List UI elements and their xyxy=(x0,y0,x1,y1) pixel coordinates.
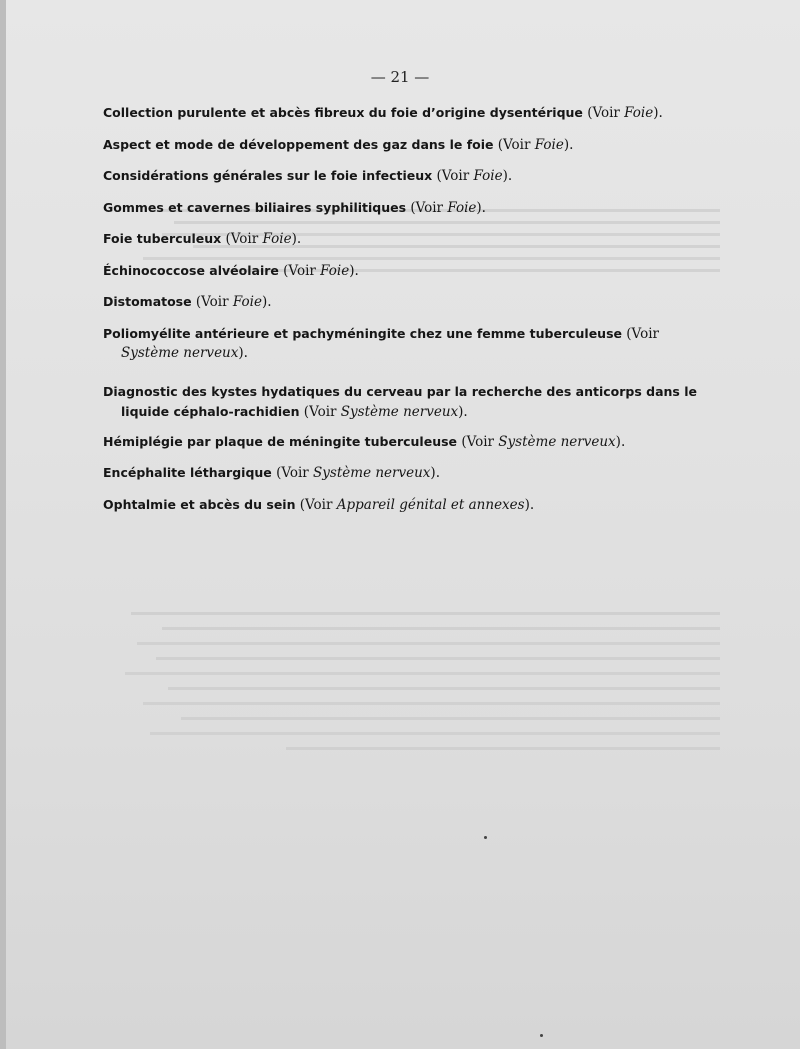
entry-ref-section: Foie xyxy=(447,199,477,216)
entry xyxy=(103,432,703,452)
entry-ref-open: (Voir xyxy=(432,168,474,184)
entry-ref-close: ). xyxy=(291,231,302,247)
entry-ref-section: Foie xyxy=(262,231,292,247)
entry-ref-open: (Voir xyxy=(271,465,314,481)
entry-ref-open: (Voir xyxy=(295,496,337,513)
entry xyxy=(103,292,703,312)
entry-title: Diagnostic des kystes hydatiques du cerveau par la recherche des anticorps dans le liquide céphalo-rachidien xyxy=(103,383,697,419)
entry-ref-open: (Voir xyxy=(493,136,535,153)
entry-ref-section: Foie xyxy=(534,136,564,153)
entry-ref-close: ). xyxy=(563,136,574,153)
entry-ref-close: ). xyxy=(653,105,663,121)
entry-ref-section: Foie xyxy=(624,105,654,121)
entry-ref-section: Foie xyxy=(473,168,503,184)
entry-title: Échinococcose alvéolaire xyxy=(103,262,279,278)
entry-ref-open: (Voir xyxy=(278,262,321,279)
entry-title: Poliomyélite antérieure et pachyméningite chez une femme tuberculeuse xyxy=(103,325,622,341)
entry-ref-section: Foie xyxy=(232,294,262,310)
entry xyxy=(103,324,703,363)
entry-title: Collection purulente et abcès fibreux du foie d’origine dysentérique xyxy=(103,105,583,120)
entry-title: Ophtalmie et abcès du sein xyxy=(103,496,296,512)
entry-list xyxy=(103,103,703,526)
entry xyxy=(103,103,703,123)
entry-title: Hémiplégie par plaque de méningite tuberculeuse xyxy=(103,433,458,449)
entry-ref-close: ). xyxy=(458,403,468,420)
entry xyxy=(103,229,703,249)
speck-mark xyxy=(484,836,487,839)
entry xyxy=(103,135,703,155)
entry-title: Distomatose xyxy=(103,294,192,309)
entry-ref-close: ). xyxy=(615,433,626,450)
entry-ref-section: Système nerveux xyxy=(313,465,431,481)
entry-title: Considérations générales sur le foie infectieux xyxy=(103,168,433,183)
entry-ref-close: ). xyxy=(261,294,272,310)
entry-ref-open: (Voir xyxy=(582,105,625,121)
entry-ref-section: Appareil génital et annexes xyxy=(336,496,525,513)
entry-title: Gommes et cavernes biliaires syphilitiques xyxy=(103,199,407,215)
entry-ref-close: ). xyxy=(524,496,535,513)
entry-ref-section: Système nerveux xyxy=(121,344,239,361)
page-number: — 21 — xyxy=(370,68,430,86)
entry-ref-open: (Voir xyxy=(622,325,659,342)
entry-ref-close: ). xyxy=(238,344,248,361)
speck-mark xyxy=(540,1034,543,1037)
entry-title: Aspect et mode de développement des gaz dans le foie xyxy=(103,136,494,152)
entry-ref-open: (Voir xyxy=(191,294,233,310)
page-edge-shadow xyxy=(0,0,6,1049)
entry xyxy=(103,261,703,281)
entry xyxy=(103,198,703,218)
entry xyxy=(103,382,703,422)
entry-title: Foie tuberculeux xyxy=(103,231,222,246)
entry-ref-open: (Voir xyxy=(457,433,499,450)
entry-ref-close: ). xyxy=(430,465,440,481)
entry-ref-close: ). xyxy=(476,199,486,216)
entry-ref-close: ). xyxy=(502,168,513,184)
entry-ref-close: ). xyxy=(349,262,359,279)
entry-ref-section: Foie xyxy=(320,262,350,279)
entry-ref-section: Système nerveux xyxy=(340,403,459,420)
entry xyxy=(103,495,703,515)
entry xyxy=(103,166,703,186)
entry-ref-section: Système nerveux xyxy=(498,433,616,450)
bleed-through-texture-lower xyxy=(100,600,720,960)
entry xyxy=(103,463,703,483)
entry-ref-open: (Voir xyxy=(299,403,341,420)
entry-title: Encéphalite léthargique xyxy=(103,465,272,480)
entry-ref-open: (Voir xyxy=(221,231,263,247)
entry-ref-open: (Voir xyxy=(406,199,448,216)
